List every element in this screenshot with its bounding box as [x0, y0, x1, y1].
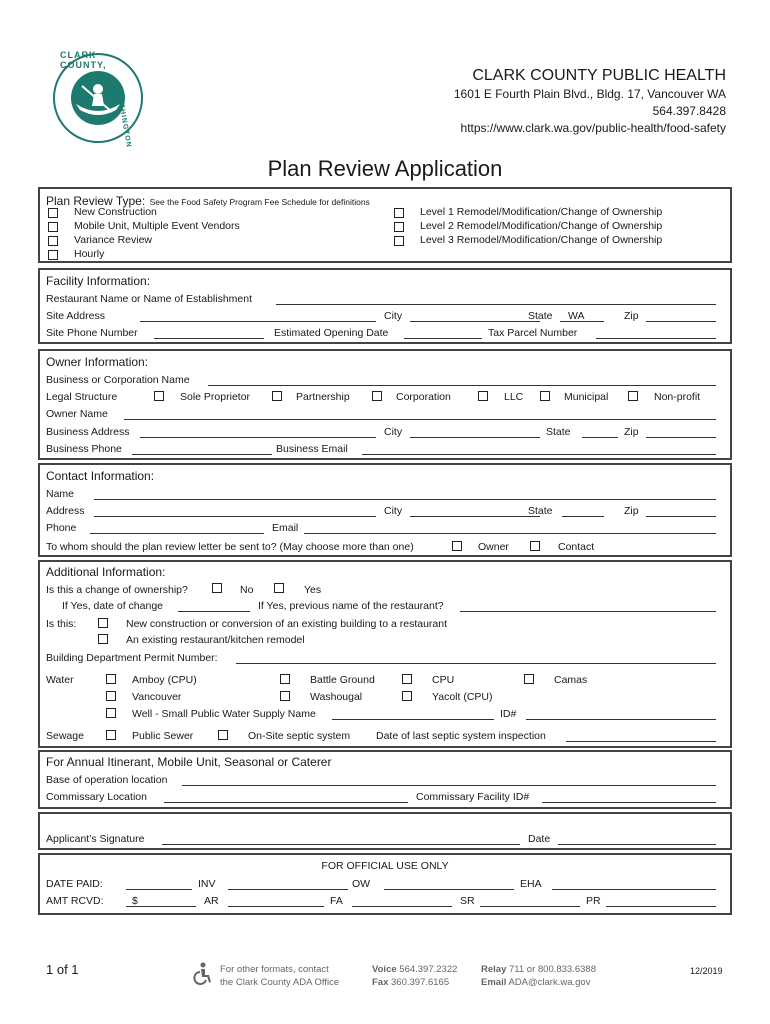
label-opening-date: Estimated Opening Date [274, 327, 389, 339]
checkbox-water-battle-ground[interactable] [280, 674, 290, 684]
input-business-phone[interactable] [132, 454, 272, 455]
label-dollar: $ [132, 895, 138, 907]
input-base-location[interactable] [182, 785, 716, 786]
label-contact-state: State [528, 505, 553, 517]
label-site-city: City [384, 310, 403, 322]
label-change-date: If Yes, date of change [62, 600, 164, 612]
input-site-zip[interactable] [646, 321, 716, 322]
checkbox-partnership[interactable] [272, 391, 282, 401]
label-sr: SR [460, 895, 475, 907]
input-septic-date[interactable] [566, 741, 716, 742]
label-is-this: Is this: [46, 618, 77, 630]
label-site-phone: Site Phone Number [46, 327, 138, 339]
label-permit-number: Building Department Permit Number: [46, 652, 218, 664]
label-owner-city: City [384, 426, 403, 438]
input-commissary-location[interactable] [164, 802, 408, 803]
input-contact-phone[interactable] [90, 533, 264, 534]
label-eha: EHA [520, 878, 542, 890]
signature-section [38, 812, 732, 850]
plan-review-section [38, 187, 732, 263]
checkbox-water-yacolt[interactable] [402, 691, 412, 701]
label-legal-structure: Legal Structure [46, 391, 118, 403]
fax-label: Fax [372, 977, 389, 988]
org-name: CLARK COUNTY PUBLIC HEALTH [472, 67, 726, 84]
input-contact-address[interactable] [94, 516, 376, 517]
label-water-yacolt: Yacolt (CPU) [432, 691, 493, 703]
input-business-name[interactable] [208, 385, 716, 386]
input-previous-name[interactable] [460, 611, 716, 612]
page-title: Plan Review Application [267, 156, 503, 181]
checkbox-water-vancouver[interactable] [106, 691, 116, 701]
input-owner-name[interactable] [124, 419, 716, 420]
label-ar: AR [204, 895, 219, 907]
label-water-well: Well - Small Public Water Supply Name [132, 708, 316, 720]
checkbox-sole-proprietor[interactable] [154, 391, 164, 401]
checkbox-level2[interactable] [394, 222, 404, 232]
label-septic-date: Date of last septic system inspection [376, 730, 546, 742]
input-site-city[interactable] [410, 321, 540, 322]
label-commissary-id: Commissary Facility ID# [416, 791, 530, 803]
label-new-construction-conversion: New construction or conversion of an existing building to a restaurant [126, 618, 448, 630]
checkbox-septic[interactable] [218, 730, 228, 740]
label-hourly: Hourly [74, 248, 105, 260]
label-business-name: Business or Corporation Name [46, 374, 190, 386]
label-amt-rcvd: AMT RCVD: [46, 895, 104, 907]
label-change-no: No [240, 584, 254, 596]
label-partnership: Partnership [296, 391, 350, 403]
checkbox-level3[interactable] [394, 236, 404, 246]
plan-review-heading: Plan Review Type: [46, 194, 146, 208]
owner-section [38, 349, 732, 460]
input-site-state[interactable] [560, 321, 604, 322]
label-signature: Applicant’s Signature [46, 833, 145, 845]
label-contact-email: Email [272, 522, 299, 534]
label-fa: FA [330, 895, 343, 907]
value-site-state[interactable]: WA [568, 310, 585, 322]
input-contact-name[interactable] [94, 499, 716, 500]
label-level1: Level 1 Remodel/Modification/Change of Ownership [420, 206, 663, 218]
itinerant-heading: For Annual Itinerant, Mobile Unit, Seasonal or Caterer [46, 755, 332, 769]
input-water-well-id[interactable] [526, 719, 716, 720]
checkbox-water-washougal[interactable] [280, 691, 290, 701]
label-owner-zip: Zip [624, 426, 639, 438]
label-water-washougal: Washougal [310, 691, 363, 703]
contact-section [38, 463, 732, 557]
label-new-construction: New Construction [74, 206, 157, 218]
label-contact-address: Address [46, 505, 85, 517]
checkbox-change-yes[interactable] [274, 583, 284, 593]
checkbox-corporation[interactable] [372, 391, 382, 401]
label-business-phone: Business Phone [46, 443, 122, 455]
owner-heading: Owner Information: [46, 355, 149, 369]
input-owner-state[interactable] [582, 437, 618, 438]
input-tax-parcel[interactable] [596, 338, 716, 339]
checkbox-non-profit[interactable] [628, 391, 638, 401]
checkbox-water-amboy[interactable] [106, 674, 116, 684]
relay-label: Relay [481, 964, 507, 975]
county-logo [52, 50, 144, 149]
ada-line-1: For other formats, contact [220, 964, 329, 975]
label-water-camas: Camas [554, 674, 588, 686]
label-change-ownership: Is this a change of ownership? [46, 584, 188, 596]
input-permit-number[interactable] [236, 663, 716, 664]
checkbox-send-owner[interactable] [452, 541, 462, 551]
input-signature[interactable] [162, 844, 520, 845]
checkbox-water-cpu[interactable] [402, 674, 412, 684]
email-label: Email [481, 977, 507, 988]
input-inv[interactable] [228, 889, 348, 890]
input-business-email[interactable] [362, 454, 716, 455]
checkbox-public-sewer[interactable] [106, 730, 116, 740]
ada-line-2: the Clark County ADA Office [220, 977, 340, 988]
label-sewage: Sewage [46, 730, 84, 742]
voice-label: Voice [372, 964, 397, 975]
accessibility-icon [190, 962, 214, 986]
checkbox-existing-remodel[interactable] [98, 634, 108, 644]
input-owner-zip[interactable] [646, 437, 716, 438]
ada-email[interactable]: ADA@clark.wa.gov [508, 977, 591, 988]
label-business-address: Business Address [46, 426, 130, 438]
label-site-address: Site Address [46, 310, 105, 322]
label-contact-city: City [384, 505, 403, 517]
input-sr[interactable] [480, 906, 580, 907]
additional-section [38, 560, 732, 748]
input-change-date[interactable] [178, 611, 250, 612]
input-water-well-name[interactable] [332, 719, 494, 720]
label-contact-phone: Phone [46, 522, 77, 534]
page-number: 1 of 1 [46, 962, 79, 977]
checkbox-variance[interactable] [48, 236, 58, 246]
input-ar[interactable] [228, 906, 324, 907]
checkbox-llc[interactable] [478, 391, 488, 401]
input-contact-zip[interactable] [646, 516, 716, 517]
input-commissary-id[interactable] [542, 802, 716, 803]
label-ow: OW [352, 878, 371, 890]
checkbox-level1[interactable] [394, 208, 404, 218]
label-base-location: Base of operation location [46, 774, 168, 786]
input-owner-city[interactable] [410, 437, 540, 438]
facility-section [38, 268, 732, 344]
label-date-paid: DATE PAID: [46, 878, 103, 890]
label-variance: Variance Review [74, 234, 153, 246]
label-signature-date: Date [528, 833, 551, 845]
checkbox-new-construction[interactable] [48, 208, 58, 218]
official-section [38, 853, 732, 915]
input-contact-state[interactable] [562, 516, 604, 517]
checkbox-change-no[interactable] [212, 583, 222, 593]
facility-heading: Facility Information: [46, 274, 151, 288]
itinerant-section [38, 750, 732, 809]
label-previous-name: If Yes, previous name of the restaurant? [258, 600, 444, 612]
label-public-sewer: Public Sewer [132, 730, 194, 742]
label-water: Water [46, 674, 74, 686]
voice-number: 564.397.2322 [399, 964, 458, 975]
checkbox-mobile-unit[interactable] [48, 222, 58, 232]
fax-number: 360.397.6165 [391, 977, 450, 988]
logo-text-right: WASHINGTON [115, 90, 133, 149]
label-site-state: State [528, 310, 553, 322]
label-send-to: To whom should the plan review letter be sent to? (May choose more than one) [46, 541, 414, 553]
label-water-well-id: ID# [500, 708, 517, 720]
label-owner-state: State [546, 426, 571, 438]
org-phone: 564.397.8428 [652, 104, 726, 118]
org-address: 1601 E Fourth Plain Blvd., Bldg. 17, Vancouver WA [453, 87, 726, 101]
revision-date: 12/2019 [690, 966, 723, 976]
input-fa[interactable] [352, 906, 452, 907]
label-owner-name: Owner Name [46, 408, 108, 420]
input-site-phone[interactable] [154, 338, 264, 339]
label-sole-proprietor: Sole Proprietor [180, 391, 251, 403]
checkbox-send-contact[interactable] [530, 541, 540, 551]
checkbox-water-camas[interactable] [524, 674, 534, 684]
label-pr: PR [586, 895, 601, 907]
label-water-battle-ground: Battle Ground [310, 674, 375, 686]
label-level2: Level 2 Remodel/Modification/Change of Ownership [420, 220, 663, 232]
label-septic: On-Site septic system [248, 730, 351, 742]
input-amt-rcvd[interactable] [126, 906, 196, 907]
input-business-address[interactable] [140, 437, 376, 438]
label-water-cpu: CPU [432, 674, 455, 686]
label-municipal: Municipal [564, 391, 609, 403]
label-existing-remodel: An existing restaurant/kitchen remodel [126, 634, 305, 646]
official-heading: FOR OFFICIAL USE ONLY [321, 860, 449, 872]
label-level3: Level 3 Remodel/Modification/Change of Ownership [420, 234, 663, 246]
org-url[interactable]: https://www.clark.wa.gov/public-health/food-safety [460, 121, 726, 135]
input-signature-date[interactable] [558, 844, 716, 845]
label-contact-name: Name [46, 488, 75, 500]
label-inv: INV [198, 878, 216, 890]
label-send-contact: Contact [558, 541, 595, 553]
checkbox-new-construction-conversion[interactable] [98, 618, 108, 628]
checkbox-hourly[interactable] [48, 250, 58, 260]
input-contact-city[interactable] [410, 516, 540, 517]
label-change-yes: Yes [304, 584, 322, 596]
label-non-profit: Non-profit [654, 391, 701, 403]
label-mobile-unit: Mobile Unit, Multiple Event Vendors [74, 220, 240, 232]
checkbox-water-well[interactable] [106, 708, 116, 718]
input-site-address[interactable] [140, 321, 376, 322]
label-business-email: Business Email [276, 443, 348, 455]
label-tax-parcel: Tax Parcel Number [488, 327, 578, 339]
input-pr[interactable] [606, 906, 716, 907]
label-corporation: Corporation [396, 391, 451, 403]
additional-heading: Additional Information: [46, 565, 166, 579]
input-date-paid[interactable] [126, 889, 192, 890]
label-water-amboy: Amboy (CPU) [132, 674, 197, 686]
label-restaurant-name: Restaurant Name or Name of Establishment [46, 293, 253, 305]
checkbox-municipal[interactable] [540, 391, 550, 401]
contact-heading: Contact Information: [46, 469, 155, 483]
input-eha[interactable] [552, 889, 716, 890]
label-send-owner: Owner [478, 541, 509, 553]
plan-review-note: See the Food Safety Program Fee Schedule for definitions [149, 197, 370, 207]
input-ow[interactable] [384, 889, 514, 890]
label-contact-zip: Zip [624, 505, 639, 517]
input-restaurant-name[interactable] [276, 304, 716, 305]
relay-number: 711 or 800.833.6388 [509, 964, 596, 975]
input-opening-date[interactable] [404, 338, 482, 339]
label-site-zip: Zip [624, 310, 639, 322]
label-llc: LLC [504, 391, 524, 403]
logo-text-top: CLARK COUNTY, [60, 50, 107, 70]
label-commissary-location: Commissary Location [46, 791, 147, 803]
input-contact-email[interactable] [304, 533, 716, 534]
label-water-vancouver: Vancouver [132, 691, 182, 703]
